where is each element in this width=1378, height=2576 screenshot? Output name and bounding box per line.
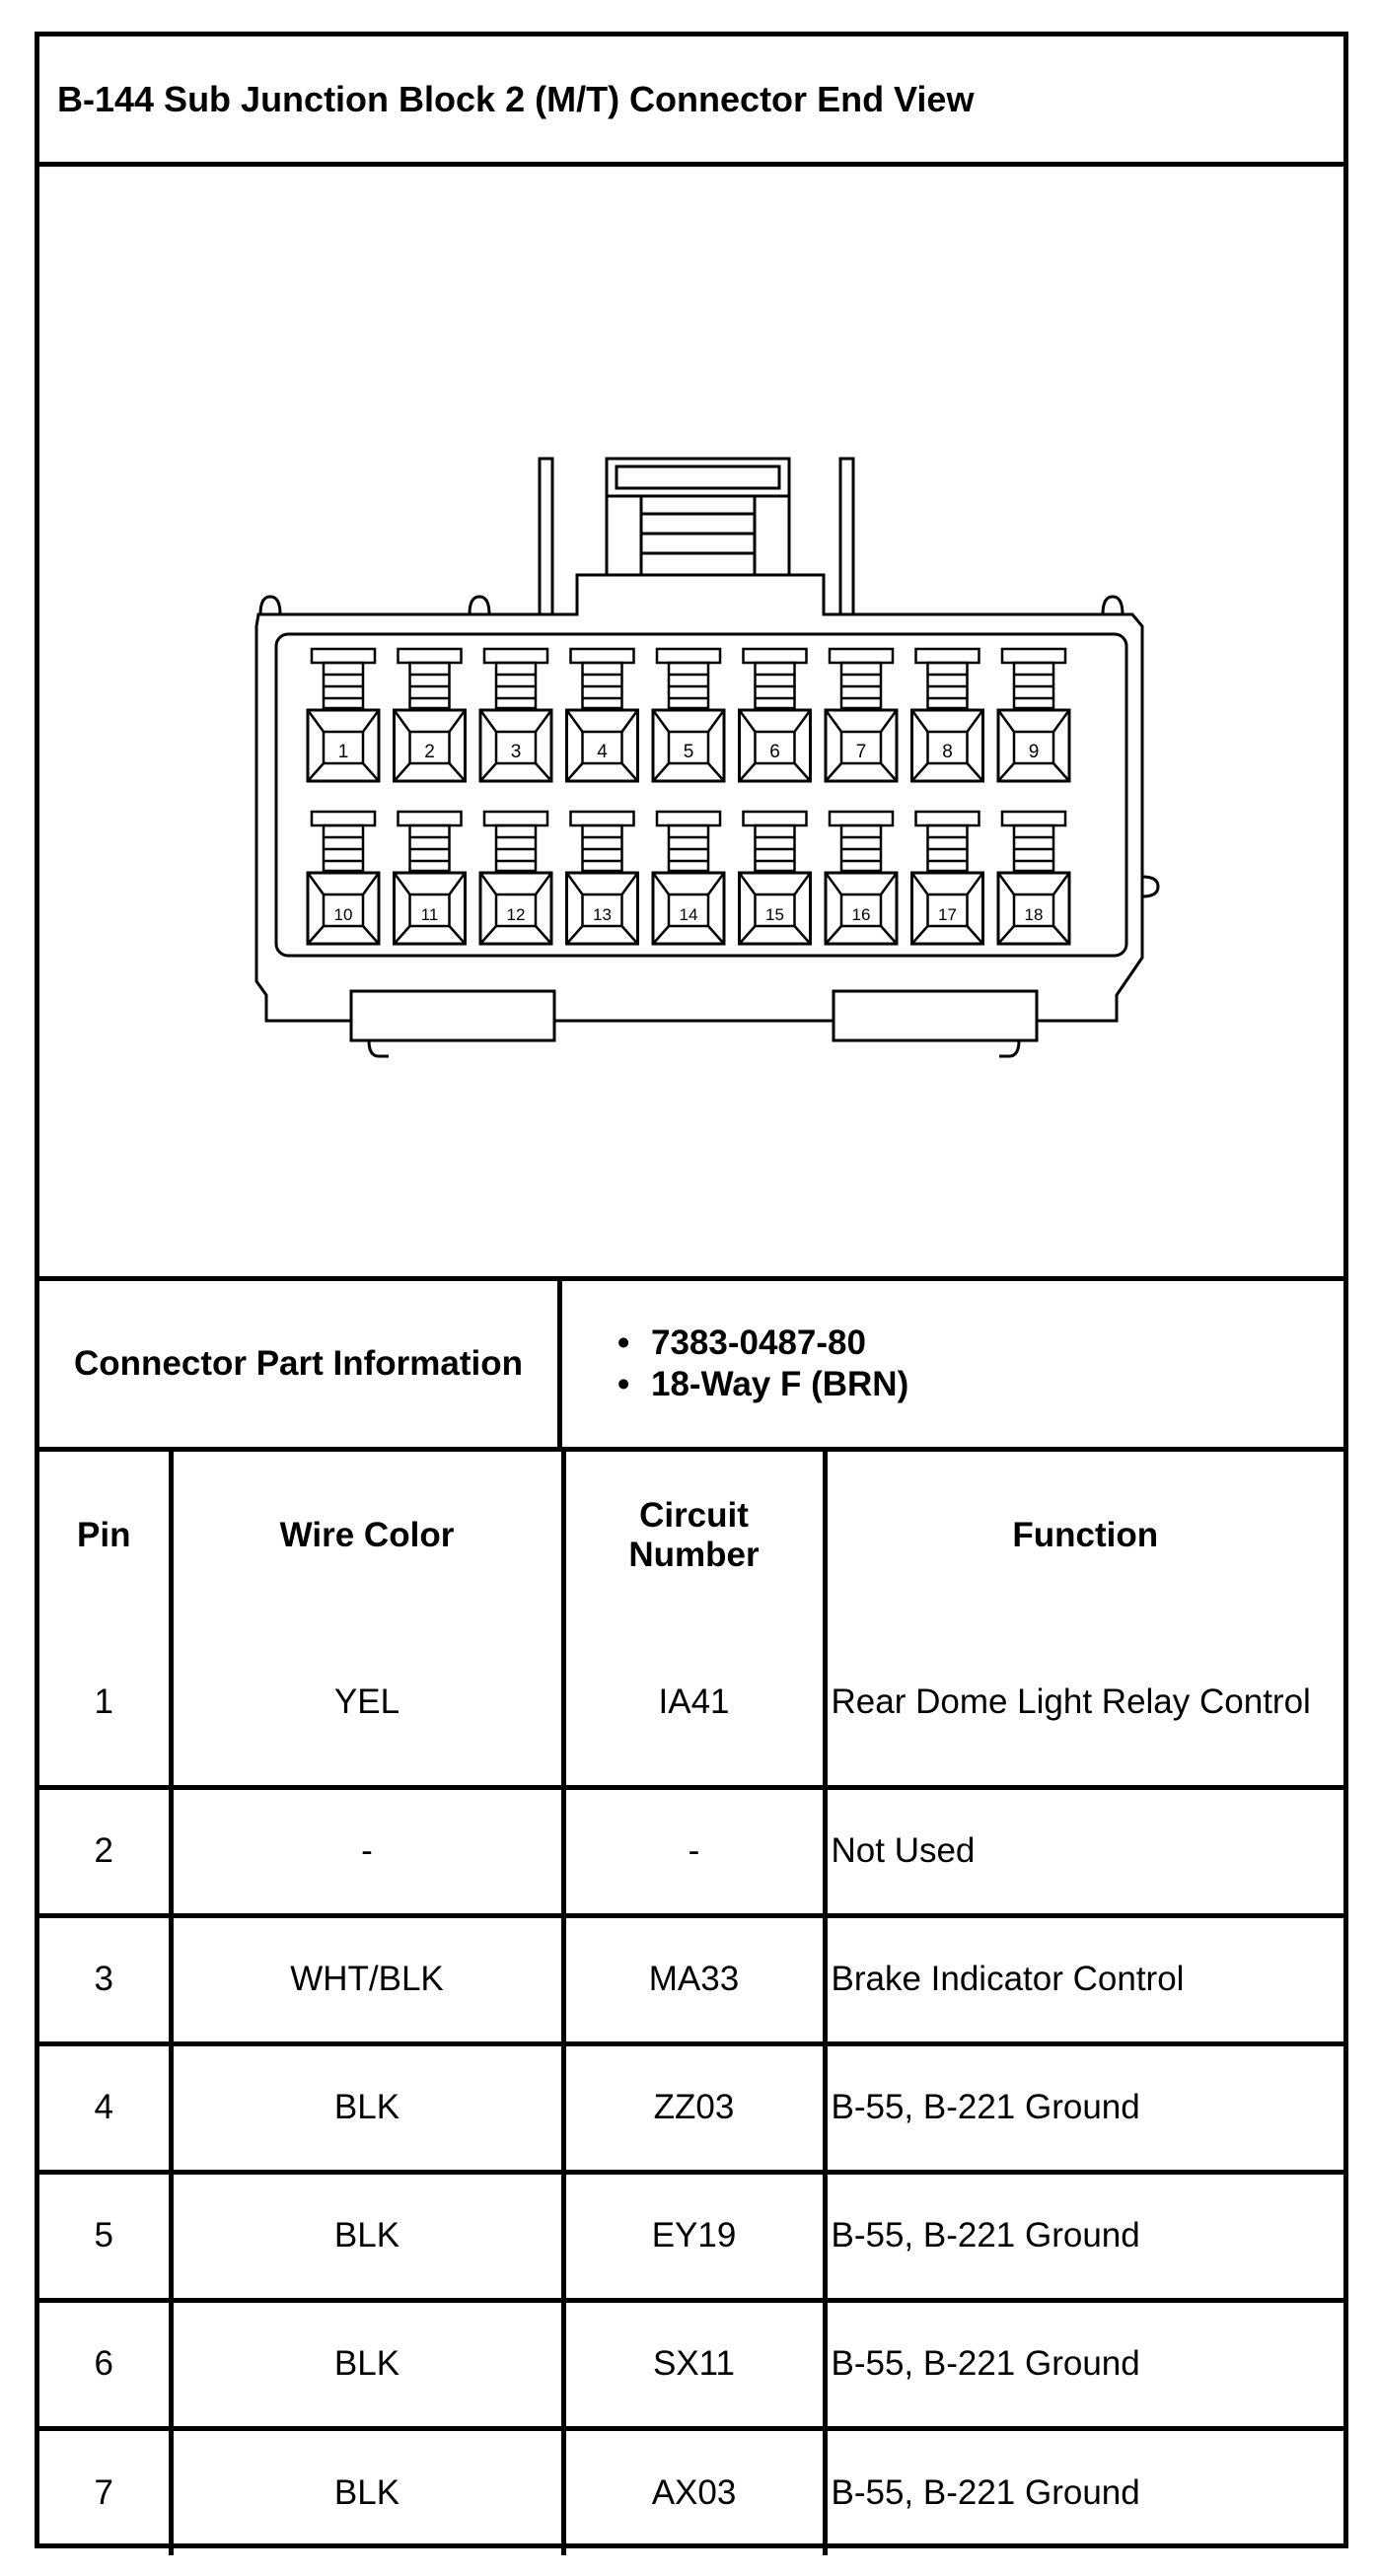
- pin-number-label: 4: [597, 742, 608, 762]
- pin-number-label: 13: [593, 905, 612, 924]
- circuit-number-cell: -: [563, 1787, 825, 1915]
- table-row: [39, 2172, 1343, 2300]
- left-post: [540, 459, 552, 614]
- wire-color-cell: -: [171, 1787, 563, 1915]
- pin-number-label: 1: [337, 742, 349, 762]
- table-row: [39, 1915, 1343, 2043]
- latch-outer: [607, 459, 789, 575]
- connector-sheet: [35, 32, 1348, 2548]
- part-number: 7383-0487-80: [651, 1324, 866, 1362]
- left-foot: [351, 991, 554, 1040]
- circuit-number-cell: MA33: [563, 1915, 825, 2043]
- function-cell: Brake Indicator Control: [825, 1915, 1343, 2043]
- header-circuit-number: [563, 1452, 825, 1619]
- pin-cell: 4: [39, 2043, 171, 2172]
- part-info-label: Connector Part Information: [39, 1281, 562, 1447]
- pin-number-label: 6: [769, 742, 780, 762]
- pin-number-label: 14: [679, 905, 698, 924]
- pin-number-label: 16: [851, 905, 871, 924]
- header-circuit-line2: Number: [628, 1536, 760, 1574]
- right-foot: [834, 991, 1037, 1040]
- wire-color-cell: YEL: [171, 1619, 563, 1787]
- pin-number-label: 5: [683, 742, 694, 762]
- circuit-number-cell: SX11: [563, 2300, 825, 2428]
- circuit-number-cell: ZZ03: [563, 2043, 825, 2172]
- table-header-row: [39, 1452, 1343, 1619]
- pin-number-label: 17: [938, 905, 957, 924]
- wire-color-cell: BLK: [171, 2300, 563, 2428]
- connector-type-item: • 18-Way F (BRN): [617, 1365, 909, 1403]
- function-cell: B-55, B-221 Ground: [825, 2300, 1343, 2428]
- header-pin: Pin: [39, 1452, 171, 1619]
- pin-number-label: 8: [942, 742, 953, 762]
- table-row: [39, 1619, 1343, 1787]
- function-cell: B-55, B-221 Ground: [825, 2172, 1343, 2300]
- pin-number-label: 2: [424, 742, 435, 762]
- part-info-values: [562, 1281, 1343, 1447]
- pinout-table: [39, 1452, 1343, 2555]
- page-title: B-144 Sub Junction Block 2 (M/T) Connector End View: [39, 36, 1343, 167]
- pin-number-label: 9: [1028, 742, 1040, 762]
- wire-color-cell: BLK: [171, 2172, 563, 2300]
- pin-number-label: 18: [1024, 905, 1044, 924]
- connector-end-view-diagram: [39, 167, 1343, 1276]
- function-cell: Rear Dome Light Relay Control: [825, 1619, 1343, 1787]
- pin-cell: 5: [39, 2172, 171, 2300]
- pin-number-label: 12: [506, 905, 526, 924]
- circuit-number-cell: IA41: [563, 1619, 825, 1787]
- pin-number-label: 10: [333, 905, 353, 924]
- header-wire-color: Wire Color: [171, 1452, 563, 1619]
- connector-part-information: [39, 1281, 1343, 1452]
- wire-color-cell: BLK: [171, 2428, 563, 2555]
- connector-type: 18-Way F (BRN): [651, 1365, 909, 1403]
- circuit-number-cell: EY19: [563, 2172, 825, 2300]
- pin-cell: 3: [39, 1915, 171, 2043]
- connector-figure-panel: [39, 167, 1343, 1281]
- wire-color-cell: WHT/BLK: [171, 1915, 563, 2043]
- function-cell: B-55, B-221 Ground: [825, 2428, 1343, 2555]
- circuit-number-cell: AX03: [563, 2428, 825, 2555]
- housing-outline: [256, 575, 1142, 1021]
- header-function: Function: [825, 1452, 1343, 1619]
- table-row: [39, 2428, 1343, 2555]
- table-row: [39, 1787, 1343, 1915]
- table-row: [39, 2300, 1343, 2428]
- pin-cell: 6: [39, 2300, 171, 2428]
- pin-cell: 7: [39, 2428, 171, 2555]
- header-circuit-line1: Circuit: [639, 1496, 749, 1535]
- table-row: [39, 2043, 1343, 2172]
- pin-number-label: 3: [510, 742, 522, 762]
- pin-number-label: 15: [765, 905, 784, 924]
- pin-number-label: 7: [855, 742, 867, 762]
- pin-number-label: 11: [420, 905, 439, 924]
- right-post: [840, 459, 853, 614]
- function-cell: B-55, B-221 Ground: [825, 2043, 1343, 2172]
- wire-color-cell: BLK: [171, 2043, 563, 2172]
- pin-cell: 2: [39, 1787, 171, 1915]
- function-cell: Not Used: [825, 1787, 1343, 1915]
- part-number-item: • 7383-0487-80: [617, 1324, 866, 1362]
- pin-cell: 1: [39, 1619, 171, 1787]
